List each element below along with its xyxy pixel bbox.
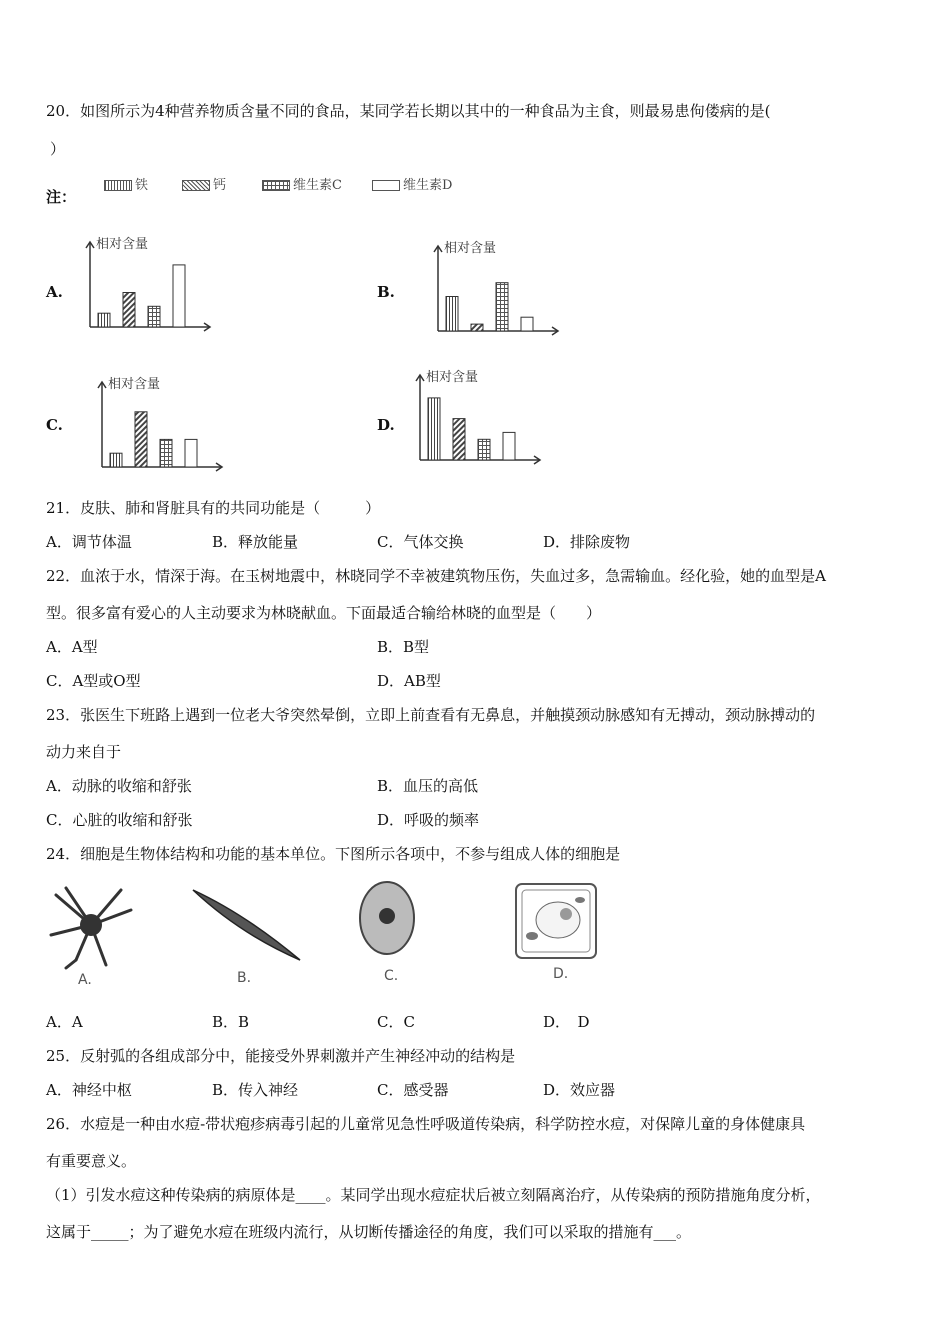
bar-calcium	[453, 419, 465, 460]
vitamin-c-swatch	[262, 180, 290, 191]
q24-option-d: D． D	[543, 1013, 590, 1031]
q23-option-d: D．呼吸的频率	[377, 811, 480, 829]
q24-image-label-c: C.	[384, 968, 399, 984]
legend-vitamin-d: 维生素D	[372, 174, 452, 193]
bar-vitamin-d	[185, 439, 197, 467]
q24-image-label-a: A.	[78, 972, 92, 988]
q20-note-label: 注：	[46, 188, 77, 206]
bar-calcium	[471, 324, 483, 331]
chart-d	[410, 365, 550, 470]
bar-iron	[428, 398, 440, 460]
iron-swatch	[104, 180, 132, 191]
neuron-cell-image	[46, 880, 136, 970]
q22-option-d: D．AB型	[377, 672, 441, 690]
y-axis-label: 相对含量	[96, 237, 149, 252]
q20-option-a-label: A.	[46, 283, 63, 301]
q25-option-d: D．效应器	[543, 1081, 616, 1099]
q23-option-a: A．动脉的收缩和舒张	[46, 777, 192, 795]
round-cell-image	[355, 878, 420, 958]
legend-iron: 铁	[104, 174, 148, 193]
q25-option-a: A．神经中枢	[46, 1081, 132, 1099]
y-axis-label: 相对含量	[444, 241, 497, 256]
q21-stem: 21．皮肤、肺和肾脏具有的共同功能是（ ）	[46, 499, 381, 517]
bar-vitamin-c	[148, 306, 160, 327]
q20-stem-end: ）	[50, 140, 66, 158]
legend-vitamin-c: 维生素C	[262, 174, 342, 193]
q26-line1: 26．水痘是一种由水痘-带状疱疹病毒引起的儿童常见急性呼吸道传染病，科学防控水痘，对保障儿童的身体健康具	[46, 1115, 806, 1133]
y-axis-label: 相对含量	[426, 370, 479, 385]
bar-vitamin-d	[521, 317, 533, 331]
q25-option-b: B．传入神经	[212, 1081, 299, 1099]
q23-line2: 动力来自于	[46, 743, 122, 761]
calcium-swatch	[182, 180, 210, 191]
bar-iron	[446, 297, 458, 332]
q26-line2: 有重要意义。	[46, 1152, 137, 1170]
q22-option-b: B．B型	[377, 638, 430, 656]
q20-stem: 20．如图所示为4种营养物质含量不同的食品，某同学若长期以其中的一种食品为主食，则最易患佝偻病的是(	[46, 102, 771, 120]
q20-option-c-label: C.	[46, 416, 63, 434]
q23-option-c: C．心脏的收缩和舒张	[46, 811, 193, 829]
q26-line4: 这属于_____；为了避免水痘在班级内流行，从切断传播途径的角度，我们可以采取的措施有___。	[46, 1223, 692, 1241]
q24-option-a: A．A	[46, 1013, 83, 1031]
q20-option-b-label: B.	[377, 283, 395, 301]
q24-stem: 24．细胞是生物体结构和功能的基本单位。下图所示各项中，不参与组成人体的细胞是	[46, 845, 621, 863]
bar-vitamin-c	[160, 439, 172, 467]
plant-cell-image	[508, 878, 603, 964]
chart-b	[428, 236, 568, 341]
bar-calcium	[123, 293, 135, 328]
q21-option-c: C．气体交换	[377, 533, 464, 551]
q25-stem: 25．反射弧的各组成部分中，能接受外界刺激并产生神经冲动的结构是	[46, 1047, 516, 1065]
y-axis-label: 相对含量	[108, 377, 161, 392]
bar-vitamin-d	[503, 432, 515, 460]
q22-option-c: C．A型或O型	[46, 672, 141, 690]
bar-calcium	[135, 412, 147, 467]
q26-line3: （1）引发水痘这种传染病的病原体是____。某同学出现水痘症状后被立刻隔离治疗，从传染病的预防措施角度分析，	[46, 1186, 821, 1204]
chart-a	[80, 232, 220, 337]
q21-option-a: A．调节体温	[46, 533, 132, 551]
q24-image-label-d: D.	[553, 966, 569, 982]
bar-vitamin-c	[478, 439, 490, 460]
bar-iron	[98, 313, 110, 327]
q22-line2: 型。很多富有爱心的人主动要求为林晓献血。下面最适合输给林晓的血型是（ ）	[46, 604, 602, 622]
bar-vitamin-d	[173, 265, 185, 327]
q21-option-b: B．释放能量	[212, 533, 299, 551]
bar-vitamin-c	[496, 283, 508, 331]
q25-option-c: C．感受器	[377, 1081, 449, 1099]
legend-calcium: 钙	[182, 174, 226, 193]
vitamin-d-swatch	[372, 180, 400, 191]
q22-line1: 22．血浓于水，情深于海。在玉树地震中，林晓同学不幸被建筑物压伤，失血过多，急需输血。经化验，她的血型是A	[46, 567, 826, 585]
q23-line1: 23．张医生下班路上遇到一位老大爷突然晕倒，立即上前查看有无鼻息，并触摸颈动脉感知有无搏动，颈动脉搏动的	[46, 706, 816, 724]
q22-option-a: A．A型	[46, 638, 98, 656]
chart-c	[92, 372, 232, 477]
q24-option-b: B．B	[212, 1013, 250, 1031]
bar-iron	[110, 453, 122, 467]
q20-option-d-label: D.	[377, 416, 395, 434]
q24-option-c: C．C	[377, 1013, 415, 1031]
muscle-cell-image	[190, 884, 305, 964]
q24-image-label-b: B.	[237, 970, 252, 986]
q23-option-b: B．血压的高低	[377, 777, 479, 795]
q21-option-d: D．排除废物	[543, 533, 631, 551]
